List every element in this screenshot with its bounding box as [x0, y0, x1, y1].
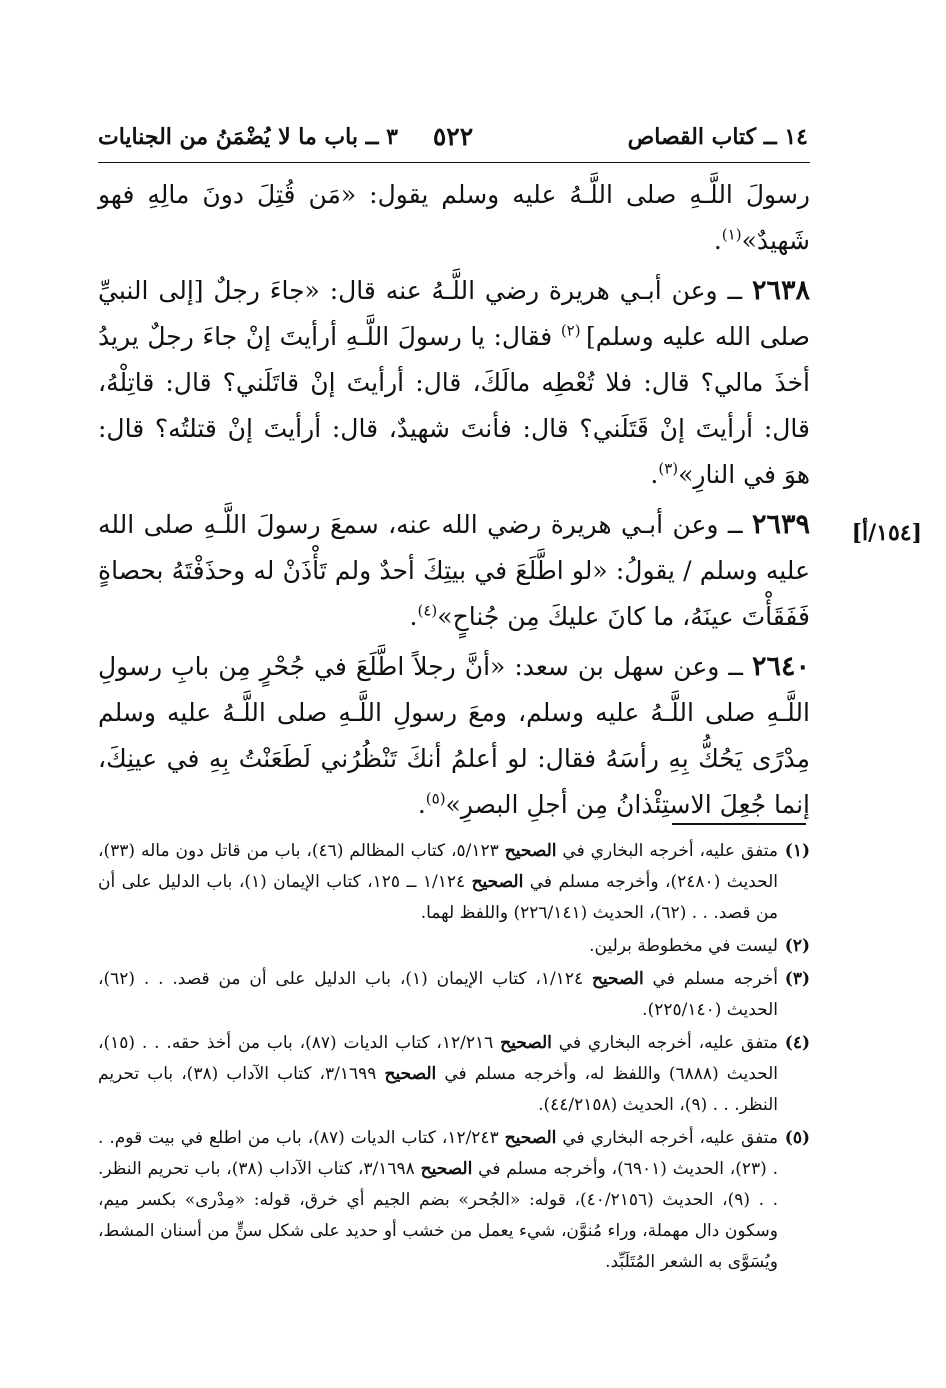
- footnote-segment: متفق عليه، أخرجه البخاري في: [556, 1128, 778, 1148]
- footnote-ref: (٣): [658, 459, 679, 478]
- hadith-number: ٢٦٤٠: [751, 651, 810, 682]
- footnote-number: (١): [784, 841, 810, 861]
- footnote-text: [98, 931, 778, 962]
- footnote-ref: (٢): [560, 321, 586, 340]
- hadith-number: ٢٦٣٨: [751, 275, 810, 306]
- footnote-3: [98, 964, 810, 1026]
- running-header: [98, 118, 808, 158]
- book-title: الصحيح: [384, 1064, 437, 1084]
- period: .: [650, 460, 659, 489]
- period: .: [417, 790, 426, 819]
- footnote-number: (٤): [784, 1033, 810, 1053]
- footnote-segment: أخرجه مسلم في: [643, 969, 778, 989]
- book-title: الصحيح: [504, 1128, 557, 1148]
- footnote-segment: متفق عليه، أخرجه البخاري في: [556, 841, 778, 861]
- book-title: الصحيح: [504, 841, 557, 861]
- header-divider: [98, 162, 810, 163]
- footnote-segment: ١/١٢٤ ــ ١٢٥، كتاب الإيمان (١)، باب الدليل على أن من قصد. . . (٦٢)، الحديث (٢٢٦/١٤١) واللفظ لهما.: [98, 872, 778, 923]
- hadith-2639: [98, 502, 810, 640]
- footnote-text: [98, 964, 778, 1026]
- footnote-2: [98, 931, 810, 962]
- footnote-text: [98, 836, 778, 929]
- period: .: [713, 226, 722, 255]
- hadith-text: ــ وعن أبـي هريرة رضي الله عنه، سمعَ رسولَ اللَّـهِ صلى الله عليه وسلم / يقولُ: «لو اطَّلَعَ في بيتِكَ أحدٌ ولم تَأْذَنْ له وحذَفْتَهُ بحصاةٍ فَفَقَأْتَ عينَهُ، ما كانَ عليكَ مِن جُناحٍ»: [98, 510, 810, 631]
- main-text: [98, 172, 810, 828]
- footnote-ref: (١): [721, 225, 742, 244]
- footnote-segment: ٥/١٢٣، كتاب المظالم (٤٦)، باب من قاتل دون ماله (٣٣)، الحديث (٢٤٨٠)، وأخرجه مسلم في: [98, 841, 778, 892]
- book-title: الصحيح: [500, 1033, 552, 1053]
- book-title: الصحيح: [591, 969, 644, 989]
- hadith-number: ٢٦٣٩: [751, 509, 810, 540]
- footnote-ref: (٤): [417, 601, 438, 620]
- footnote-segment: ١٢/٢٤٣، كتاب الديات (٨٧)، باب من اطلع في بيت قوم. . . (٢٣)، الحديث (٦٩٠١)، وأخرجه مسلم في: [98, 1128, 778, 1179]
- footnote-number: (٢): [784, 936, 810, 956]
- hadith-text: فقال: يا رسولَ اللَّـهِ أرأيتَ إنْ جاءَ رجلٌ يريدُ أخذَ مالي؟ قال: فلا تُعْطِه مالَكَ، قال: أرأيتَ إنْ قاتَلَني؟ قال: قاتِلْهُ، قال: أرأيتَ إنْ قَتَلَني؟ قال: فأنتَ شهيدٌ، قال: أرأيتَ إنْ قتلتُه؟ قال: هوَ في النارِ»: [98, 322, 810, 489]
- period: .: [409, 602, 418, 631]
- chapter-title: ١٤ ــ كتاب القصاص: [627, 124, 808, 150]
- footnote-segment: ١/١٢٤، كتاب الإيمان (١)، باب الدليل على أن من قصد. . . (٦٢)، الحديث (٢٢٥/١٤٠).: [98, 969, 778, 1020]
- footnotes: [98, 836, 810, 1280]
- footnote-segment: ليست في مخطوطة برلين.: [589, 936, 778, 956]
- footnote-divider: [672, 823, 806, 825]
- footnote-text: [98, 1028, 778, 1121]
- footnote-segment: متفق عليه، أخرجه البخاري في: [551, 1033, 778, 1053]
- book-title: الصحيح: [420, 1159, 473, 1179]
- footnote-1: [98, 836, 810, 929]
- footnote-segment: ٣/١٦٩٩، كتاب الآداب (٣٨)، باب تحريم النظر. . . (٩)، الحديث (٤٤/٢١٥٨).: [98, 1064, 778, 1115]
- intro-paragraph: [98, 172, 810, 264]
- footnote-segment: ٣/١٦٩٨، كتاب الآداب (٣٨)، باب تحريم النظر. . . (٩)، الحديث (٤٠/٢١٥٦)، قوله: «الجُحر» بضم الجيم أي خرق، قوله: «مِدْرى» بكسر ميم، وسكون دال مهملة، وراء مُنوَّن، شيء يعمل من خشب أو حديد على شكل سنٍّ من أسنان المشط، ويُسَوَّى به الشعر المُتَلَبِّد.: [98, 1159, 778, 1272]
- footnote-segment: ١٢/٢١٦، كتاب الديات (٨٧)، باب من أخذ حقه. . . (١٥)، الحديث (٦٨٨٨) واللفظ له، وأخرجه مسلم في: [98, 1033, 778, 1084]
- hadith-text: ــ وعن أبـي هريرة رضي اللَّـهُ عنه قال: «جاءَ رجلٌ [إلى النبيِّ صلى الله عليه وسلم]: [98, 276, 810, 351]
- footnote-number: (٣): [784, 969, 810, 989]
- hadith-text: ــ وعن سهل بن سعد: «أنَّ رجلاً اطَّلَعَ في جُحْرٍ مِن بابِ رسولِ اللَّـهِ صلى اللَّـهُ عليه وسلم، ومعَ رسولِ اللَّـهِ صلى اللَّـهُ عليه وسلم مِدْرًى يَحُكُّ بِهِ رأسَهُ فقال: لو أعلمُ أنكَ تَنْظُرُني لَطَعَنْتُ بِهِ في عينِكَ، إنما جُعِلَ الاستِئْذانُ مِن أجلِ البصرِ»: [98, 652, 810, 819]
- hadith-2640: [98, 644, 810, 828]
- hadith-2638: [98, 268, 810, 498]
- footnote-text: [98, 1123, 778, 1278]
- footnote-4: [98, 1028, 810, 1121]
- intro-text: رسولَ اللَّـهِ صلى اللَّـهُ عليه وسلم يقول: «مَن قُتِلَ دونَ مالِهِ فهو شَهيدٌ»: [98, 180, 810, 255]
- page-number: ٥٢٢: [432, 122, 474, 151]
- book-title: الصحيح: [471, 872, 524, 892]
- section-title: ٣ ــ باب ما لا يُضْمَنُ من الجنايات: [98, 124, 398, 150]
- footnote-5: [98, 1123, 810, 1278]
- manuscript-folio-marker: [١٥٤/أ]: [851, 520, 922, 546]
- footnote-number: (٥): [784, 1128, 810, 1148]
- footnote-ref: (٥): [425, 789, 446, 808]
